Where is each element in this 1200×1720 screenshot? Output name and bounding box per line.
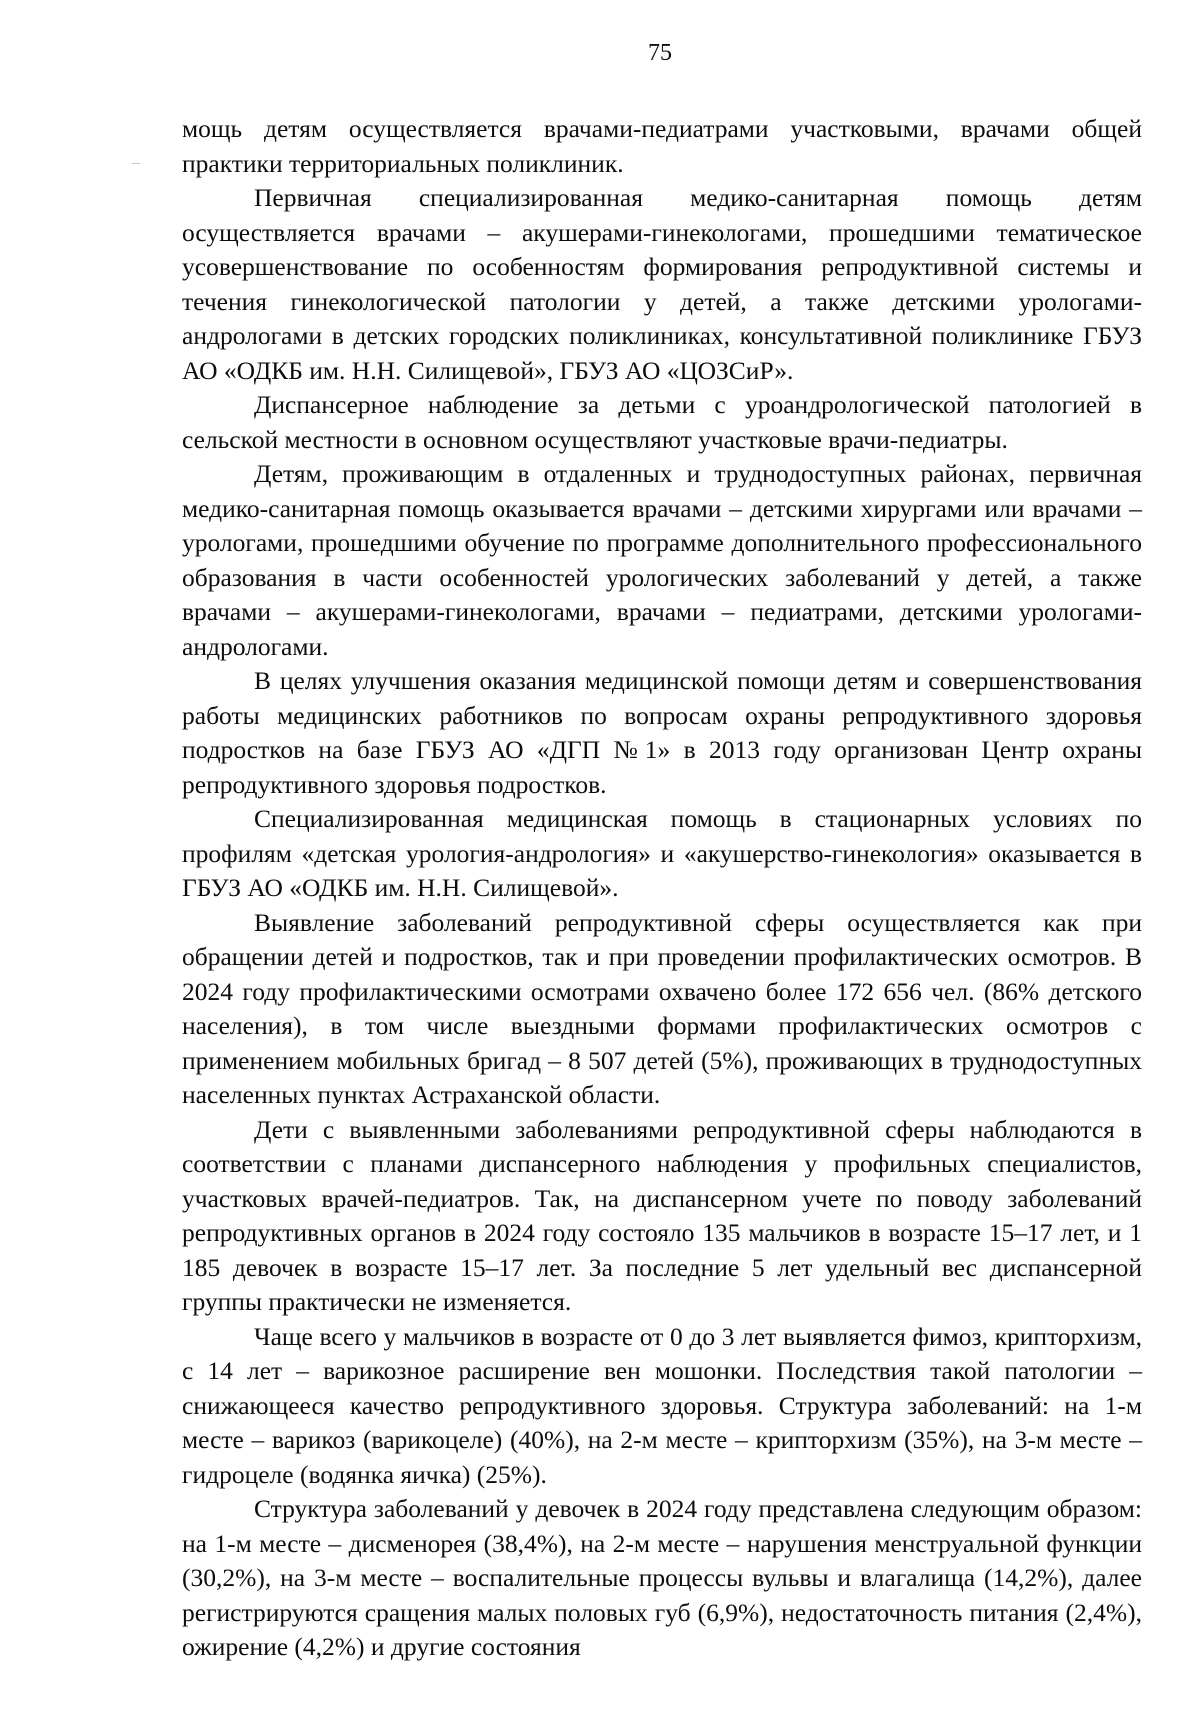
paragraph: Детям, проживающим в отдаленных и труднодоступных районах, первичная медико-санитарная помощь оказывается врачами – детскими хирургами или врачами – урологами, прошедшими обучение по программе дополнительного профессионального образования в части особенностей урологических заболеваний у детей, а также врачами – акушерами-гинекологами, врачами – педиатрами, детскими урологами-андрологами.: [182, 459, 1142, 661]
page-body: [182, 112, 1142, 1665]
paragraph: Первичная специализированная медико-санитарная помощь детям осуществляется врачами – акушерами-гинекологами, прошедшими тематическое усовершенствование по особенностям формирования репродуктивной системы и течения гинекологической патологии у детей, а также детскими урологами-андрологами в детских городских поликлиниках, консультативной поликлинике ГБУЗ АО «ОДКБ им. Н.Н. Силищевой», ГБУЗ АО «ЦОЗСиР».: [182, 183, 1142, 385]
paragraph-continuation: мощь детям осуществляется врачами-педиатрами участковыми, врачами общей практики территориальных поликлиник.: [182, 114, 1142, 178]
page-number: 75: [648, 40, 672, 66]
paragraph: Специализированная медицинская помощь в стационарных условиях по профилям «детская урология-андрология» и «акушерство-гинекология» оказывается в ГБУЗ АО «ОДКБ им. Н.Н. Силищевой».: [182, 804, 1142, 902]
paragraph: Дети с выявленными заболеваниями репродуктивной сферы наблюдаются в соответствии с планами диспансерного наблюдения у профильных специалистов, участковых врачей-педиатров. Так, на диспансерном учете по поводу заболеваний репродуктивных органов в 2024 году состояло 135 мальчиков в возрасте 15–17 лет, и 1 185 девочек в возрасте 15–17 лет. За последние 5 лет удельный вес диспансерной группы практически не изменяется.: [182, 1114, 1142, 1316]
paragraph: Диспансерное наблюдение за детьми с уроандрологической патологией в сельской местности в основном осуществляют участковые врачи-педиатры.: [182, 390, 1142, 454]
paragraph: Выявление заболеваний репродуктивной сферы осуществляется как при обращении детей и подростков, так и при проведении профилактических осмотров. В 2024 году профилактическими осмотрами охвачено более 172 656 чел. (86% детского населения), в том числе выездными формами профилактических осмотров с применением мобильных бригад – 8 507 детей (5%), проживающих в труднодоступных населенных пунктах Астраханской области.: [182, 907, 1142, 1109]
paragraph: Структура заболеваний у девочек в 2024 году представлена следующим образом: на 1-м месте – дисменорея (38,4%), на 2-м месте – нарушения менструальной функции (30,2%), на 3-м месте – воспалительные процессы вульвы и влагалища (14,2%), далее регистрируются сращения малых половых губ (6,9%), недостаточность питания (2,4%), ожирение (4,2%) и другие состояния: [182, 1494, 1142, 1661]
paragraph: В целях улучшения оказания медицинской помощи детям и совершенствования работы медицинских работников по вопросам охраны репродуктивного здоровья подростков на базе ГБУЗ АО «ДГП №1» в 2013 году организован Центр охраны репродуктивного здоровья подростков.: [182, 666, 1142, 799]
scan-artifact: [132, 163, 140, 164]
paragraph: Чаще всего у мальчиков в возрасте от 0 до 3 лет выявляется фимоз, крипторхизм, с 14 лет – варикозное расширение вен мошонки. Последствия такой патологии – снижающееся качество репродуктивного здоровья. Структура заболеваний: на 1-м месте – варикоз (варикоцеле) (40%), на 2-м месте – крипторхизм (35%), на 3-м месте – гидроцеле (водянка яичка) (25%).: [182, 1321, 1142, 1489]
